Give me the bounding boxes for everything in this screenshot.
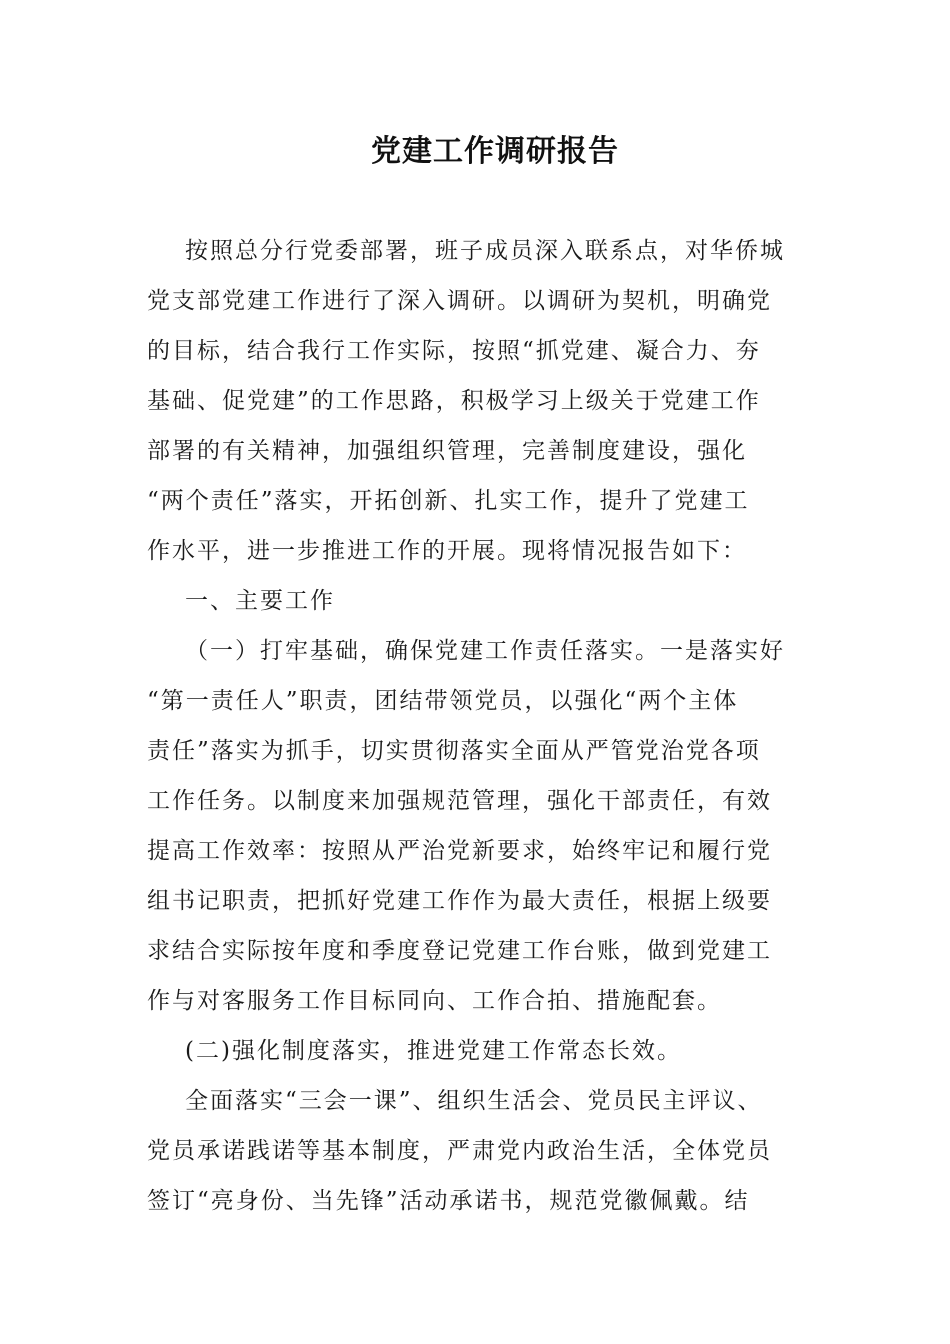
- document-body: [147, 226, 807, 1226]
- text-line: 提高工作效率：按照从严治党新要求，始终牢记和履行党: [147, 838, 772, 864]
- text-line: 组书记职责，把抓好党建工作作为最大责任，根据上级要: [147, 888, 772, 914]
- text-line: 的目标，结合我行工作实际，按照“抓党建、凝合力、夯: [147, 338, 761, 364]
- text-line: 党员承诺践诺等基本制度，严肃党内政治生活，全体党员: [147, 1138, 772, 1164]
- text-line: 党支部党建工作进行了深入调研。以调研为契机，明确党: [147, 288, 772, 314]
- text-line: 作水平，进一步推进工作的开展。现将情况报告如下：: [147, 538, 747, 564]
- text-line: 工作任务。以制度来加强规范管理，强化干部责任，有效: [147, 788, 772, 814]
- text-line: （一）打牢基础，确保党建工作责任落实。一是落实好: [185, 638, 785, 664]
- text-line: 按照总分行党委部署，班子成员深入联系点，对华侨城: [185, 238, 785, 264]
- text-line: “第一责任人”职责，团结带领党员，以强化“两个主体: [147, 688, 739, 714]
- text-line: 全面落实“三会一课”、组织生活会、党员民主评议、: [185, 1088, 763, 1114]
- text-line: 求结合实际按年度和季度登记党建工作台账，做到党建工: [147, 938, 772, 964]
- text-line: 责任”落实为抓手，切实贯彻落实全面从严管党治党各项: [147, 738, 761, 764]
- text-line: “两个责任”落实，开拓创新、扎实工作，提升了党建工: [147, 488, 750, 514]
- text-line: 基础、促党建”的工作思路，积极学习上级关于党建工作: [147, 388, 761, 414]
- text-line: (二)强化制度落实，推进党建工作常态长效。: [185, 1038, 682, 1064]
- text-line: 一、主要工作: [185, 588, 335, 614]
- text-line: 签订“亮身份、当先锋”活动承诺书，规范党徽佩戴。结: [147, 1188, 750, 1214]
- text-line: 部署的有关精神，加强组织管理，完善制度建设，强化: [147, 438, 747, 464]
- document-title: 党建工作调研报告: [371, 134, 619, 169]
- text-line: 作与对客服务工作目标同向、工作合拍、措施配套。: [147, 988, 722, 1014]
